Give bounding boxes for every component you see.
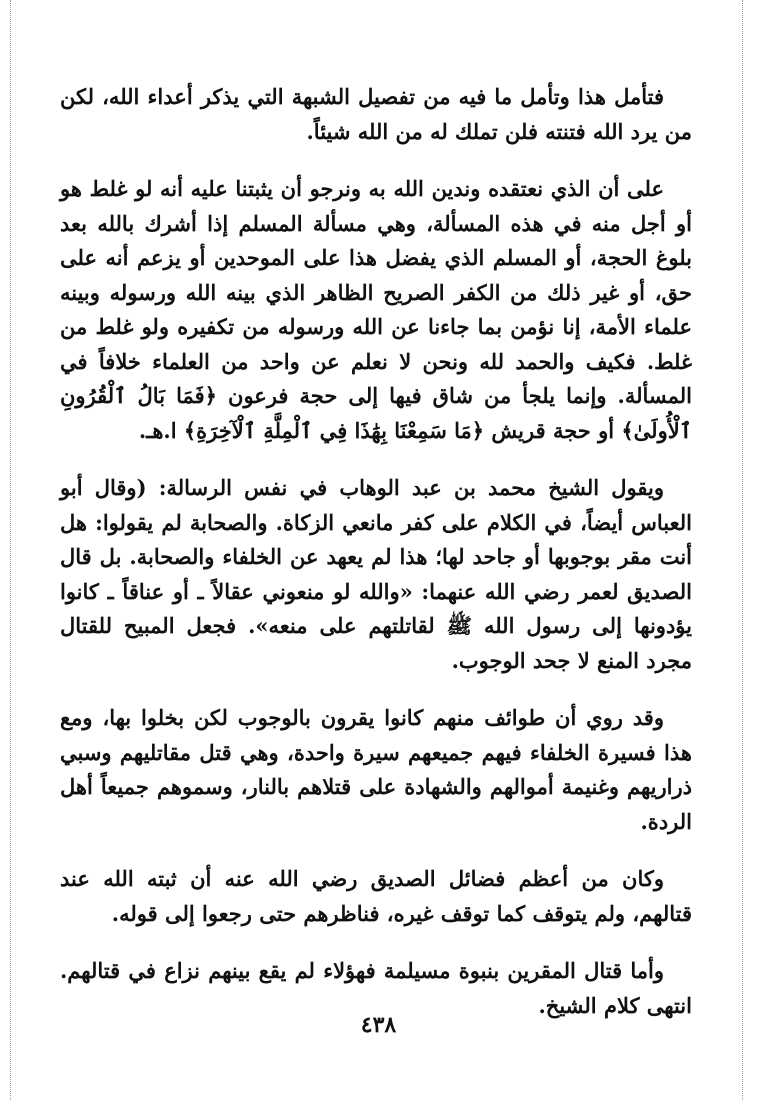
margin-dotted-line-left (10, 0, 11, 1100)
paragraph: على أن الذي نعتقده وندين الله به ونرجو أن يثبتنا عليه أنه لو غلط هو أو أجل منه في هذه المسألة، وهي مسألة المسلم إذا أشرك بالله بعد بلوغ الحجة، أو المسلم الذي يفضل هذا على الموحدين أو يزعم أنه على حق، أو غير ذلك من الكفر الصريح الظاهر الذي بينه الله ورسوله وبينه علماء الأمة، إنا نؤمن بما جاءنا عن الله ورسوله من تكفيره ولو غلط من غلط. فكيف والحمد لله ونحن لا نعلم عن واحد من العلماء خلافاً في المسألة. وإنما يلجأ من شاق فيها إلى حجة فرعون ﴿فَمَا بَالُ ٱلْقُرُونِ ٱلْأُولَىٰ﴾ أو حجة قريش ﴿مَا سَمِعْنَا بِهَٰذَا فِي ٱلْمِلَّةِ ٱلْآخِرَةِ﴾ ا.هـ. (60, 176, 692, 443)
page-number: ٤٣٨ (360, 1012, 397, 1038)
paragraph: فتأمل هذا وتأمل ما فيه من تفصيل الشبهة التي يذكر أعداء الله، لكن من يرد الله فتنته فلن تملك له من الله شيئاً. (60, 84, 692, 144)
paragraph: وكان من أعظم فضائل الصديق رضي الله عنه أن ثبته الله عند قتالهم، ولم يتوقف كما توقف غيره، فناظرهم حتى رجعوا إلى قوله. (60, 866, 692, 926)
paragraph: وقد روي أن طوائف منهم كانوا يقرون بالوجوب لكن بخلوا بها، ومع هذا فسيرة الخلفاء فيهم جميعهم سيرة واحدة، وهي قتل مقاتليهم وسبي ذراريهم وغنيمة أموالهم والشهادة على قتلاهم بالنار، وسموهم جميعاً أهل الردة. (60, 705, 692, 834)
paragraph: وأما قتال المقرين بنبوة مسيلمة فهؤلاء لم يقع بينهم نزاع في قتالهم. انتهى كلام الشيخ. (60, 958, 692, 1018)
page-body (60, 80, 692, 1046)
margin-dotted-line-right (742, 0, 743, 1100)
paragraph: ويقول الشيخ محمد بن عبد الوهاب في نفس الرسالة: (وقال أبو العباس أيضاً، في الكلام على كفر مانعي الزكاة. والصحابة لم يقولوا: هل أنت مقر بوجوبها أو جاحد لها؛ هذا لم يعهد عن الخلفاء والصحابة. بل قال الصديق لعمر رضي الله عنهما: «والله لو منعوني عقالاً ـ أو عناقاً ـ كانوا يؤدونها إلى رسول الله ﷺ لقاتلتهم على منعه». فجعل المبيح للقتال مجرد المنع لا جحد الوجوب. (60, 475, 692, 673)
